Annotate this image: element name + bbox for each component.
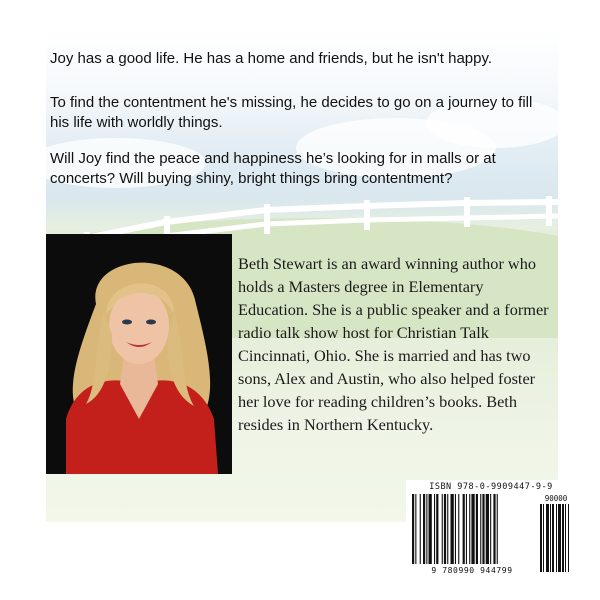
barcode-addon-bar	[550, 504, 551, 572]
barcode-bar	[455, 494, 456, 564]
barcode-bar	[442, 494, 443, 564]
barcode-addon-bar	[568, 504, 569, 572]
barcode-addon-bar	[540, 504, 542, 572]
barcode-bar	[490, 494, 491, 564]
barcode-bar	[426, 494, 427, 564]
barcode-addon-bar	[552, 504, 554, 572]
barcode-bar	[480, 494, 481, 564]
barcode-bar	[458, 494, 459, 564]
barcode-bar	[434, 494, 435, 564]
barcode-bar	[469, 494, 470, 564]
barcode-bars	[406, 492, 576, 576]
barcode-bar	[412, 494, 414, 564]
barcode-bar	[423, 494, 425, 564]
isbn-barcode	[406, 480, 576, 578]
barcode-addon-bar	[543, 504, 544, 572]
blurb-paragraph-1: Joy has a good life. He has a home and friends, but he isn't happy.	[50, 50, 493, 67]
barcode-bar	[447, 494, 448, 564]
author-bio: Beth Stewart is an award winning author who holds a Masters degree in Elementary Education. She is a public speaker and a former radio talk show host for Christian Talk Cincinnati, Ohio. She is married and has two sons, Alex and Austin, who also helped foster her love for reading children’s books. Beth resides in Northern Kentucky.	[238, 254, 549, 434]
barcode-addon-bar	[565, 504, 566, 572]
barcode-addon-bar	[556, 504, 557, 572]
barcode-addon-number: 90000	[544, 494, 568, 503]
barcode-addon-bar	[558, 504, 561, 572]
barcode-bar	[482, 494, 484, 564]
author-portrait-image	[46, 234, 232, 474]
barcode-bar	[451, 494, 454, 564]
blurb-paragraph-3: Will Joy find the peace and happiness he’s looking for in malls or at concerts? Will buying shiny, bright things bring contentment?	[50, 150, 496, 187]
barcode-ean-number: 9 780990 944799	[431, 566, 513, 575]
barcode-addon-bar	[546, 504, 549, 572]
barcode-bar	[420, 494, 421, 564]
barcode-bar	[429, 494, 432, 564]
barcode-bar	[493, 494, 495, 564]
barcode-bar	[466, 494, 467, 564]
author-photo	[46, 234, 232, 474]
barcode-bar	[436, 494, 438, 564]
blurb-paragraph-2: To find the contentment he's missing, he decides to go on a journey to fill his life with worldly things.	[50, 94, 533, 131]
barcode-bar	[471, 494, 474, 564]
barcode-bar	[415, 494, 416, 564]
back-cover	[46, 28, 558, 522]
barcode-bar	[444, 494, 446, 564]
isbn-label: ISBN 978-0-9909447-9-9	[429, 482, 553, 492]
barcode-bar	[497, 494, 498, 564]
barcode-bar	[476, 494, 478, 564]
barcode-bar	[463, 494, 465, 564]
barcode-bar	[486, 494, 489, 564]
barcode-addon-bar	[562, 504, 564, 572]
